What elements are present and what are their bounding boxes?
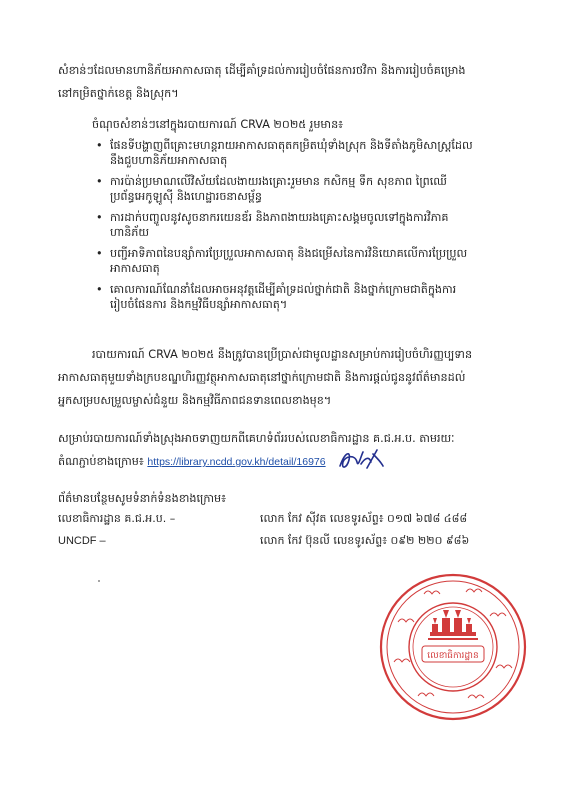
contact-person: លោក កែវ ប៊ុនលី លេខទូរស័ព្ទ៖ ០៩២ ២២០ ៩៨៦ [260,534,470,547]
paragraph2-line1: របាយការណ៍ CRVA ២០២៥ នឹងត្រូវបានប្រើប្រាស់ជាមូលដ្ឋានសម្រាប់ការរៀបចំហិរញ្ញប្បទាន [92,348,473,361]
dot-mark [98,580,100,582]
official-seal [378,572,528,726]
paragraph1-line1: សំខាន់ៗដែលមានហានិភ័យអាកាសធាតុ ដើម្បីគាំទ្រដល់ការរៀបចំផែនការថវិកា និងការរៀបចំគម្រោង [58,64,466,77]
bullet-icon: • [96,211,103,224]
paragraph2-line3: អ្នកសម្របសម្រួលម្ចាស់ជំនួយ និងកម្មវិធីភាពជនទានពេលខាងមុខ។ [58,394,332,407]
key-points-intro: ចំណុចសំខាន់ៗនៅក្នុងរបាយការណ៍ CRVA ២០២៥ រួមមាន៖ [92,118,344,131]
bullet-icon: • [96,139,103,152]
list-item [96,138,530,168]
list-item [96,246,530,276]
list-item [96,210,530,240]
list-item [96,282,530,312]
list-item-line2: រៀបចំផែនការ និងកម្មវិធីបន្សាំអាកាសធាតុ។ [110,298,288,311]
temple-icon [428,610,478,640]
list-item-line2: នឹងជួបហានិភ័យអាកាសធាតុ [110,154,228,167]
bullet-icon: • [96,175,103,188]
bullet-icon: • [96,247,103,260]
paragraph2-line2: អាកាសធាតុមួយទាំងក្របខណ្ឌហិរញ្ញវត្ថុអាកាសធាតុនៅថ្នាក់ក្រោមជាតិ និងការផ្តល់ជូននូវព័ត៌មានដល់ [58,371,466,384]
contact-org: UNCDF – [58,535,106,547]
key-points-list [96,138,530,318]
contact-heading: ព័ត៌មានបន្ថែមសូមទំនាក់ទំនងខាងក្រោម៖ [58,492,227,505]
list-item-line1: ផែនទីបង្ហាញពីគ្រោះមហន្តរាយអាកាសធាតុតកម្រិតឃុំទាំងស្រុក និងទីតាំងភូមិសាស្ត្រដែល [110,139,473,152]
bullet-icon: • [96,283,103,296]
list-item-line2: ហានិភ័យ [110,226,150,239]
list-item-line2: អាកាសធាតុ [110,262,160,275]
list-item-line1: ការដាក់បញ្ចូលនូវសូចនាករយេនឌ័រ និងភាពងាយរងគ្រោះសង្គមចូលទៅក្នុងការវិភាគ [110,211,449,224]
paragraph3-line2 [58,455,326,469]
contact-person: លោក កែវ ស៊ីវត លេខទូរស័ព្ទ៖ ០១៧ ៦៧៨ ៤៨៨ [260,512,468,525]
list-item [96,174,530,204]
signature [337,446,385,478]
report-link[interactable]: https://library.ncdd.gov.kh/detail/16976 [147,456,326,468]
list-item-line1: ការប៉ាន់ប្រមាណលើវិស័យដែលងាយរងគ្រោះរួមមាន កសិកម្ម ទឹក សុខភាព ព្រៃឈើ [110,175,447,188]
seal-text: លេខាធិការដ្ឋាន [427,651,479,661]
list-item-line1: បញ្ជីអាទិភាពនៃបន្សាំការប្រែប្រួលអាកាសធាតុ និងជម្រើសនៃការវិនិយោគលើការប្រែប្រួល [110,247,468,260]
paragraph1-line2: នៅកម្រិតថ្នាក់ខេត្ត និងស្រុក។ [58,87,179,100]
link-prefix: តំណភ្ជាប់ខាងក្រោម៖ [58,455,144,468]
list-item-line2: ប្រព័ន្ធអេកូឡូស៊ី និងហេដ្ឋារចនាសម្ព័ន្ធ [110,190,262,203]
contact-org: លេខាធិការដ្ឋាន គ.ជ.អ.ប. – [58,512,176,525]
list-item-line1: គោលការណ៍ណែនាំដែលអាចអនុវត្តដើម្បីគាំទ្រដល់ថ្នាក់ជាតិ និងថ្នាក់ក្រោមជាតិក្នុងការ [110,283,457,296]
paragraph3-line1: សម្រាប់របាយការណ៍ទាំងស្រុងអាចទាញយកពីគេហទំព័ររបស់លេខាធិការដ្ឋាន គ.ជ.អ.ប. តាមរយៈ [58,432,455,445]
